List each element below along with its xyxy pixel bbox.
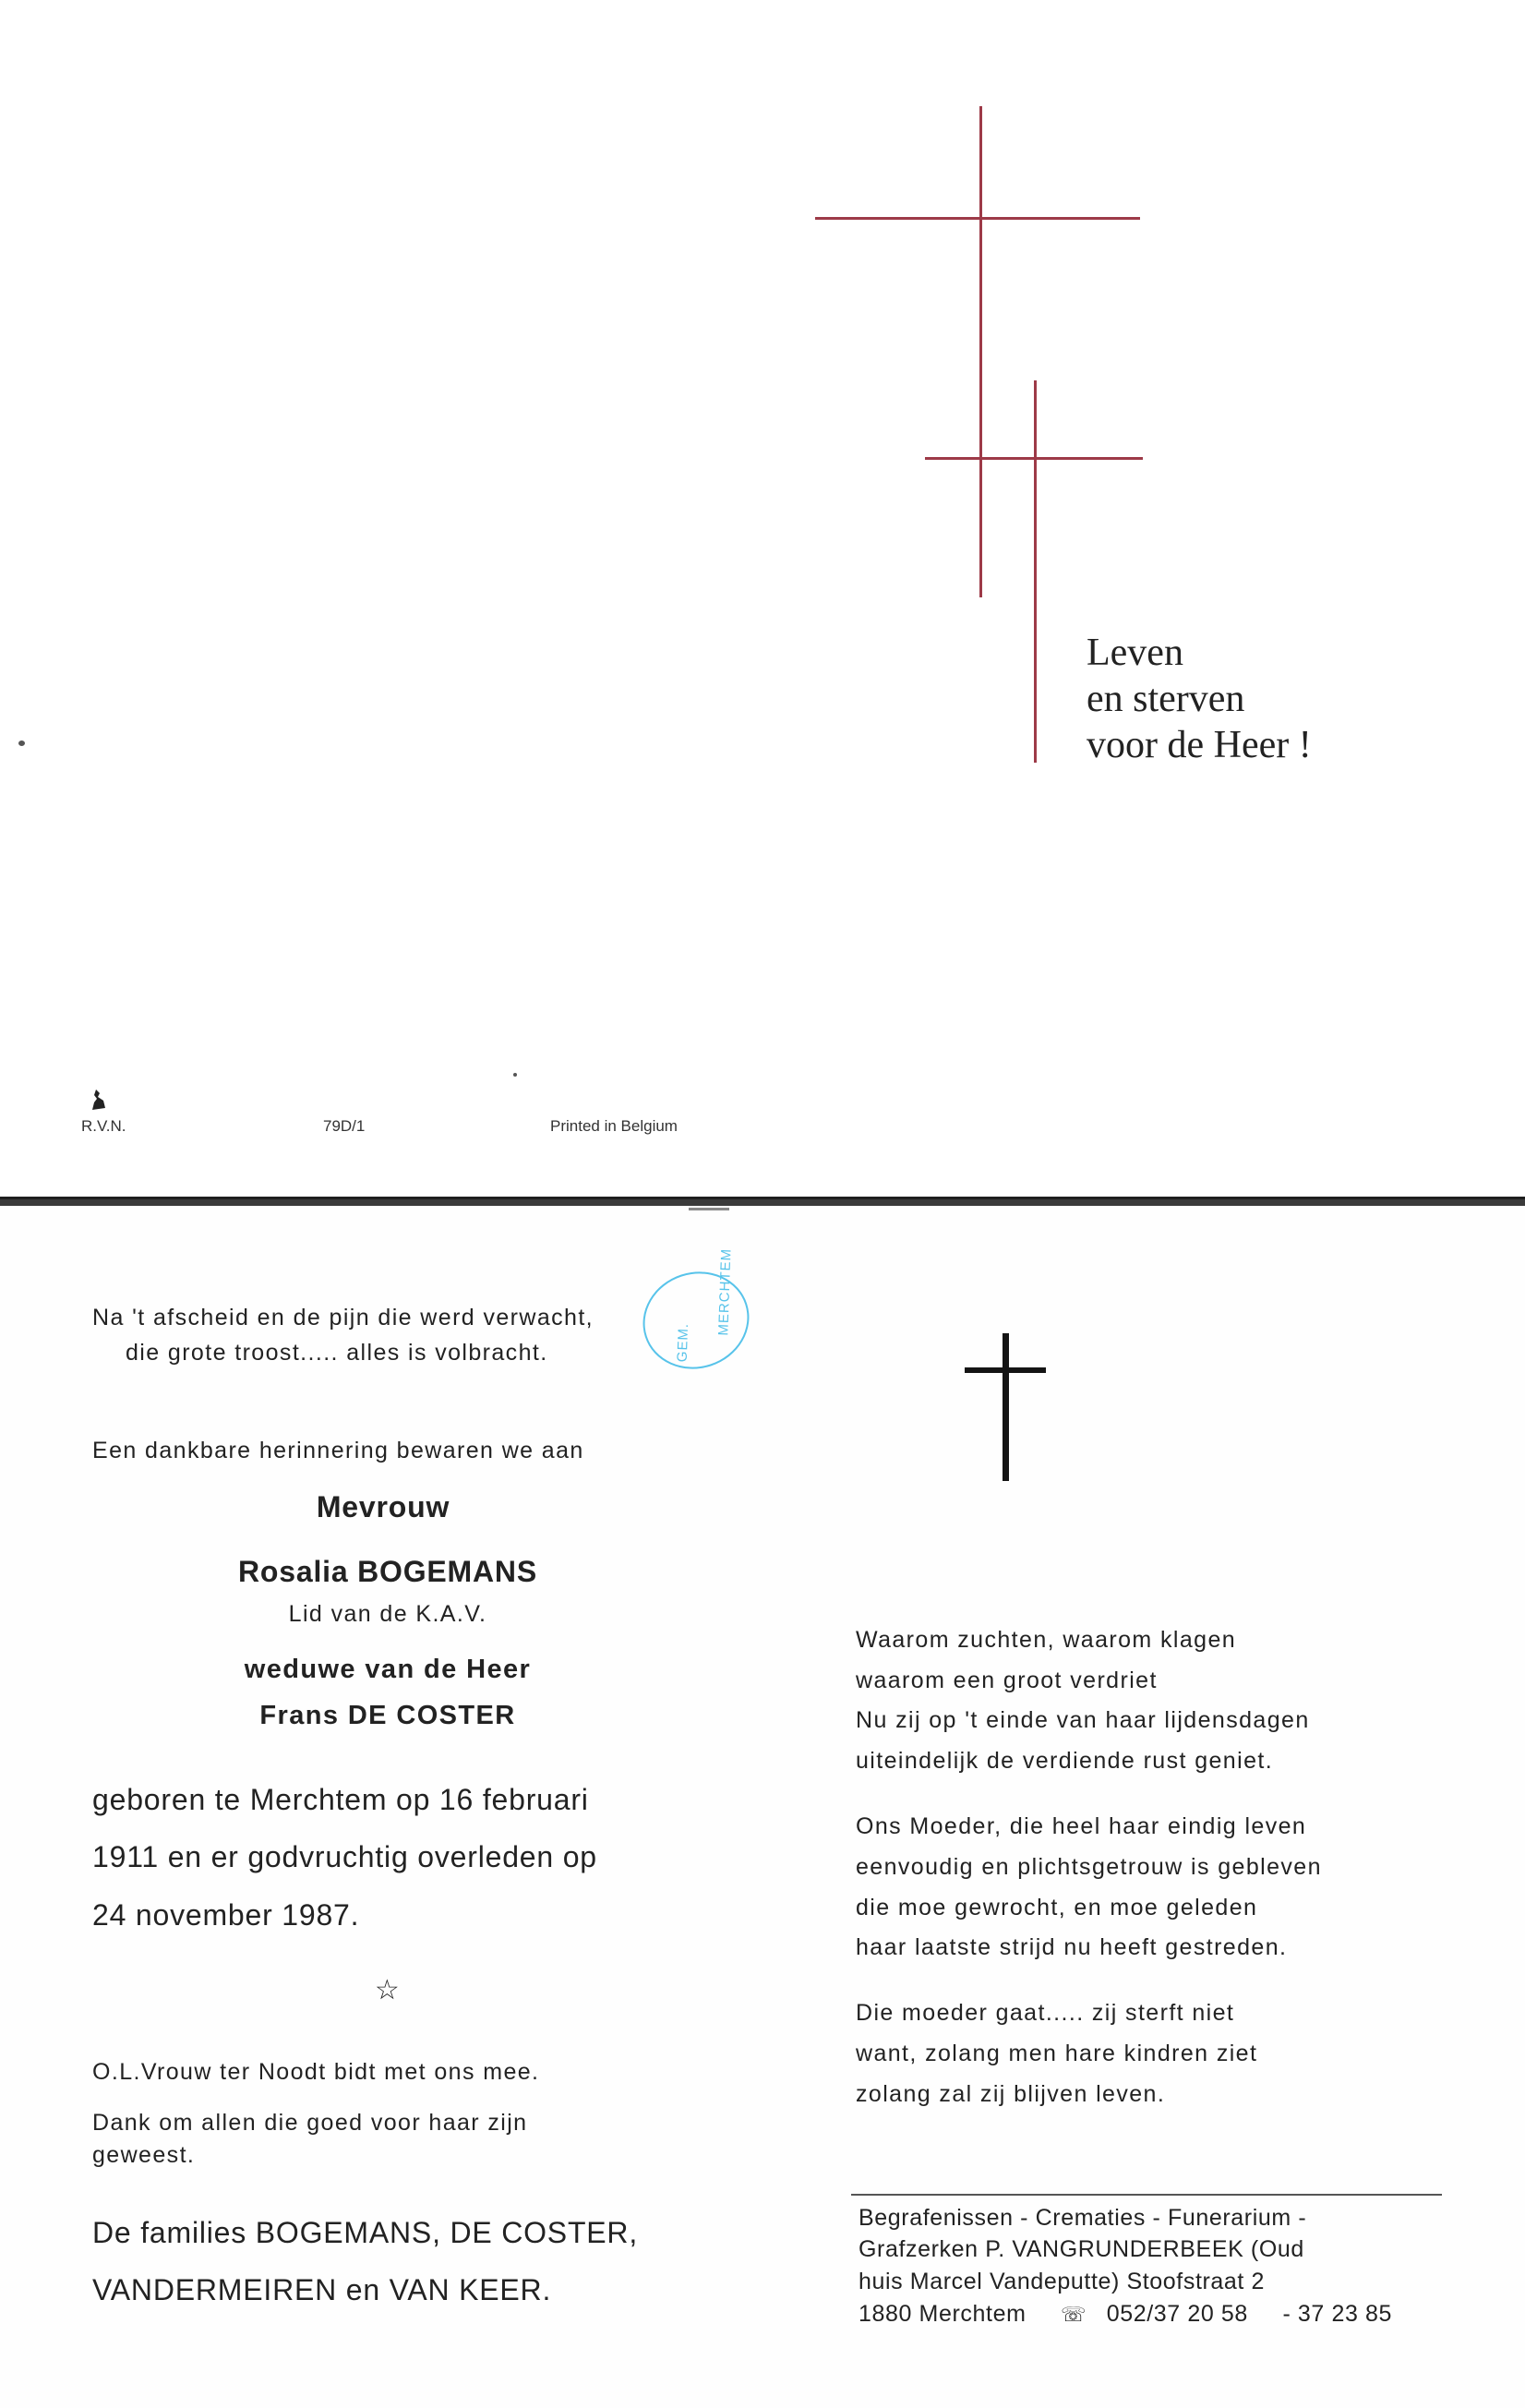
imprint-publisher: R.V.N. [81,1117,126,1135]
verse1-line-3: Nu zij op 't einde van haar lijdensdagen [856,1707,1310,1733]
deceased-name: Rosalia BOGEMANS [238,1555,537,1588]
widow-line: weduwe van de Heer [244,1655,532,1684]
telephone-icon: ☏ [1061,2304,1087,2327]
motto [1087,630,1312,768]
imprint-printed: Printed in Belgium [550,1117,678,1135]
undertaker-line-3: huis Marcel Vandeputte) Stoofstraat 2 [859,2269,1266,2294]
fold-mark [689,1208,729,1210]
families-line-1: De families BOGEMANS, DE COSTER, [92,2216,639,2249]
motto-line-3: voor de Heer ! [1087,724,1312,766]
imprint-code: 79D/1 [323,1117,366,1135]
undertaker-line-1: Begrafenissen - Crematies - Funerarium - [859,2205,1307,2231]
print-speck [18,740,25,746]
stamp-text-1: MERCHTEM [715,1247,735,1336]
verse2-line-1: Ons Moeder, die heel haar eindig leven [856,1813,1307,1839]
life-line-3: 24 november 1987. [92,1898,360,1932]
verse3-line-1: Die moeder gaat..... zij sterft niet [856,2000,1235,2026]
motto-line-1: Leven [1087,632,1183,674]
verse2-line-2: eenvoudig en plichtsgetrouw is gebleven [856,1854,1322,1880]
card-front [0,0,1525,1199]
bird-emblem-icon [89,1088,109,1112]
prayer-line: O.L.Vrouw ter Noodt bidt met ons mee. [92,2059,540,2085]
husband-name: Frans DE COSTER [259,1701,516,1730]
cross-large-vertical [979,106,982,597]
life-line-2: 1911 en er godvruchtig overleden op [92,1840,597,1873]
poem-line-1: Na 't afscheid en de pijn die werd verwacht, [92,1305,594,1330]
undertaker-line-4 [859,2299,1392,2330]
verse1-line-1: Waarom zuchten, waarom klagen [856,1627,1237,1653]
verse1-line-4: uiteindelijk de verdiende rust geniet. [856,1748,1274,1774]
star-icon: ☆ [374,1974,402,2006]
life-line-1: geboren te Merchtem op 16 februari [92,1783,589,1816]
cross-small-vertical [1034,380,1037,763]
footer-divider [851,2194,1442,2196]
thanks-line-2: geweest. [92,2142,196,2168]
thanks-line-1: Dank om allen die goed voor haar zijn [92,2110,528,2136]
cross-large-horizontal [815,217,1140,220]
motto-line-2: en sterven [1087,678,1245,720]
verse3-line-3: zolang zal zij blijven leven. [856,2081,1166,2107]
latin-cross-icon [965,1333,1046,1481]
verse2-line-4: haar laatste strijd nu heeft gestreden. [856,1934,1288,1960]
poem-line-2: die grote troost..... alles is volbracht. [126,1340,548,1366]
families-line-2: VANDERMEIREN en VAN KEER. [92,2273,552,2306]
print-speck [513,1073,517,1077]
cross-small-horizontal [925,457,1143,460]
phone-number-2: - 37 23 85 [1282,2301,1393,2327]
stamp-text-2: GEM. [674,1322,692,1363]
intro-line: Een dankbare herinnering bewaren we aan [92,1438,584,1463]
phone-number-1: 052/37 20 58 [1106,2301,1248,2327]
title-mevrouw: Mevrouw [316,1490,450,1523]
undertaker-city: 1880 Merchtem [859,2301,1027,2327]
membership-line: Lid van de K.A.V. [288,1601,487,1627]
undertaker-line-2: Grafzerken P. VANGRUNDERBEEK (Oud [859,2236,1304,2262]
verse2-line-3: die moe gewrocht, en moe geleden [856,1895,1258,1920]
verse3-line-2: want, zolang men hare kindren ziet [856,2041,1258,2066]
verse1-line-2: waarom een groot verdriet [856,1668,1158,1693]
